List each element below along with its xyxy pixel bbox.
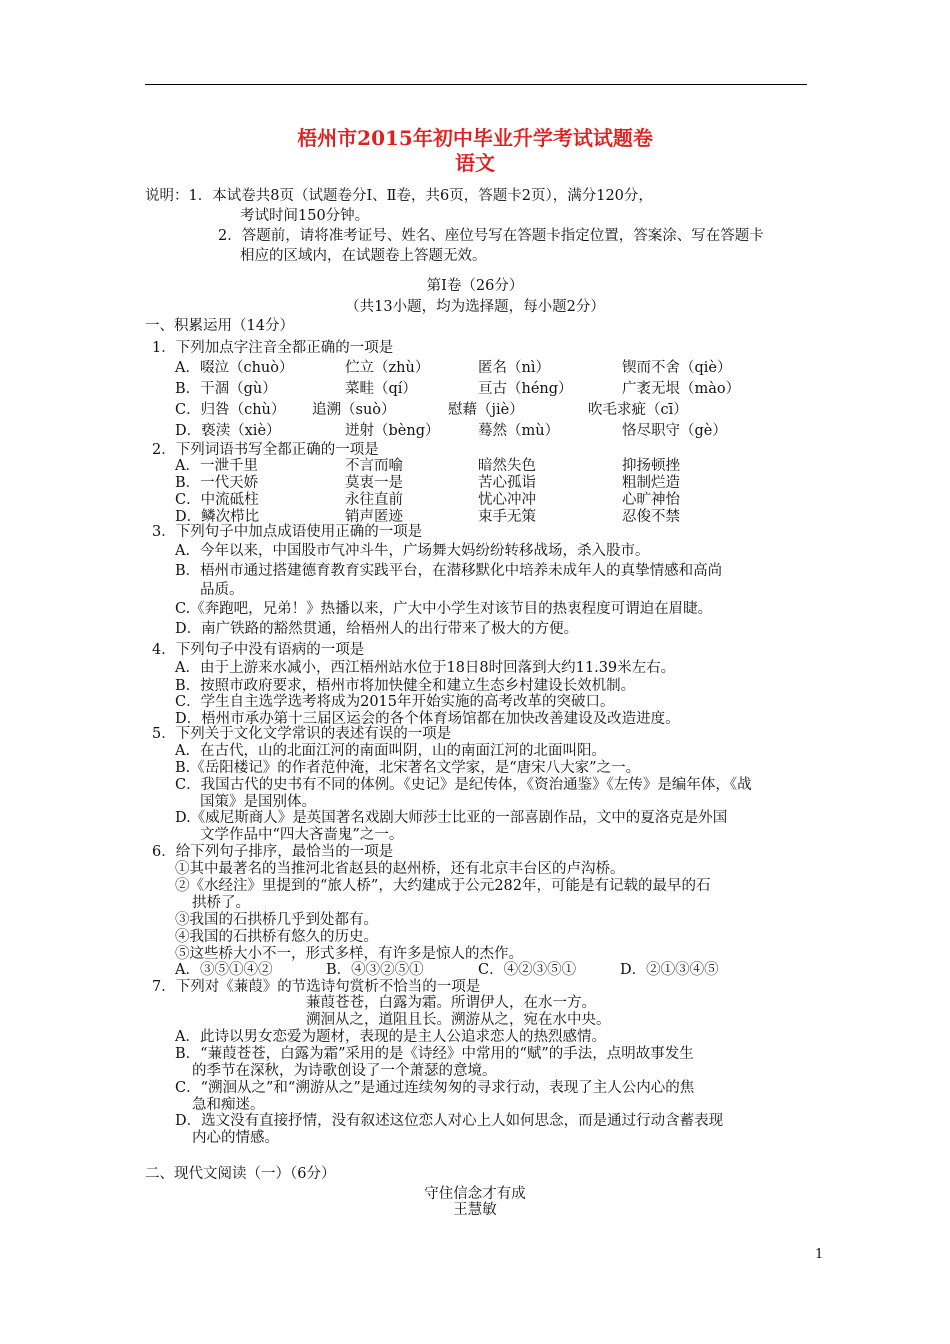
q1-option-cell: 迸射（bèng） — [345, 423, 440, 439]
q2-option-cell: 心旷神怡 — [622, 492, 680, 508]
q5-line: A．在古代，山的北面江河的南面叫阴，山的南面江河的北面叫阳。 — [175, 743, 606, 759]
q7-line: D．选文没有直接抒情，没有叙述这位恋人对心上人如何思念，而是通过行动含蓄表现 — [175, 1113, 724, 1129]
note-line-2: 考试时间150分钟。 — [240, 208, 370, 224]
q2-option-cell: 忍俊不禁 — [622, 509, 680, 525]
q1-option-cell: 蓦然（mù） — [478, 423, 560, 439]
q1-option-cell: 匿名（nì） — [478, 360, 550, 376]
q4-line: A．由于上游来水减小，西江梧州站水位于18日8时回落到大约11.39米左右。 — [175, 660, 676, 676]
note-line-3: 2．答题前，请将准考证号、姓名、座位号写在答题卡指定位置，答案涂、写在答题卡 — [218, 228, 764, 244]
q2-option-cell: 抑扬顿挫 — [622, 458, 680, 474]
section2-heading: 二、现代文阅读（一）（6分） — [145, 1166, 336, 1182]
note-line-4: 相应的区域内，在试题卷上答题无效。 — [240, 248, 487, 264]
q6-option: A．③⑤①④② — [175, 962, 273, 978]
exam-title: 梧州市2015年初中毕业升学考试试题卷 — [297, 126, 653, 150]
q2-stem: 2．下列词语书写全都正确的一项是 — [152, 442, 379, 458]
q7-line: 急和痴迷。 — [192, 1097, 265, 1113]
header-rule — [145, 84, 807, 85]
subject-title: 语文 — [455, 151, 495, 175]
q1-option-cell: 锲而不舍（qiè） — [622, 360, 732, 376]
q6-line: ⑤这些桥大小不一，形式多样，有许多是惊人的杰作。 — [175, 946, 523, 962]
q5-line: C．我国古代的史书有不同的体例。《史记》是纪传体，《资治通鉴》《左传》是编年体，《战 — [175, 777, 752, 793]
page-number: 1 — [815, 1247, 824, 1262]
q3-line: 品质。 — [200, 582, 244, 598]
q5-line: B.《岳阳楼记》的作者范仲淹，北宋著名文学家，是“唐宋八大家”之一。 — [175, 760, 641, 776]
q6-stem: 6．给下列句子排序，最恰当的一项是 — [152, 844, 394, 860]
q6-option: D．②①③④⑤ — [620, 962, 719, 978]
q1-option-cell: D．亵渎（xiè） — [175, 423, 281, 439]
q1-option-cell: B．干涸（gù） — [175, 381, 277, 397]
q1-option-cell: 广袤无垠（mào） — [622, 381, 741, 397]
article-author: 王慧敏 — [453, 1202, 497, 1218]
q1-option-cell: 吹毛求疵（cī） — [588, 402, 688, 418]
q4-line: C．学生自主选学选考将成为2015年开始实施的高考改革的突破口。 — [175, 694, 615, 710]
part1-subtitle: （共13小题，均为选择题，每小题2分） — [345, 299, 605, 315]
q2-option-cell: 不言而喻 — [345, 458, 403, 474]
section1-heading: 一、积累运用（14分） — [145, 318, 294, 334]
q2-option-cell: 粗制烂造 — [622, 475, 680, 491]
q6-option: B．④③②⑤① — [326, 962, 424, 978]
q5-line: 国策》是国别体。 — [200, 794, 316, 810]
q1-option-cell: 菜畦（qí） — [345, 381, 417, 397]
q2-option-cell: A．一泄千里 — [175, 458, 258, 474]
q7-line: 的季节在深秋，为诗歌创设了一个萧瑟的意境。 — [192, 1063, 497, 1079]
q2-option-cell: 永往直前 — [345, 492, 403, 508]
q6-line: ①其中最著名的当推河北省赵县的赵州桥，还有北京丰台区的卢沟桥。 — [175, 861, 625, 877]
q6-line: ④我国的石拱桥有悠久的历史。 — [175, 929, 378, 945]
q7-stem: 7．下列对《蒹葭》的节选诗句赏析不恰当的一项是 — [152, 979, 481, 995]
q1-option-cell: 恪尽职守（gè） — [622, 423, 727, 439]
q5-line: D.《威尼斯商人》是英国著名戏剧大师莎士比亚的一部喜剧作品，文中的夏洛克是外国 — [175, 810, 728, 826]
q1-option-cell: 亘古（héng） — [478, 381, 573, 397]
q6-line: 拱桥了。 — [192, 895, 250, 911]
q7-line: A．此诗以男女恋爱为题材，表现的是主人公追求恋人的热烈感情。 — [175, 1029, 606, 1045]
part1-title: 第Ⅰ卷（26分） — [426, 278, 524, 294]
q4-line: D．梧州市承办第十三届区运会的各个体育场馆都在加快改善建设及改造进度。 — [175, 711, 680, 727]
q6-option: C．④②③⑤① — [478, 962, 577, 978]
q7-poem-line: 蒹葭苍苍，白露为霜。所谓伊人，在水一方。 — [306, 995, 596, 1011]
q2-option-cell: C．中流砥柱 — [175, 492, 259, 508]
note-line-1: 说明：1．本试卷共8页（试题卷分Ⅰ、Ⅱ卷，共6页，答题卡2页），满分120分， — [145, 188, 653, 204]
q1-option-cell: A．啜泣（chuò） — [175, 360, 294, 376]
q5-stem: 5．下列关于文化文学常识的表述有误的一项是 — [152, 726, 452, 742]
q3-line: D．南广铁路的豁然贯通，给梧州人的出行带来了极大的方便。 — [175, 621, 579, 637]
q4-line: B．按照市政府要求，梧州市将加快健全和建立生态乡村建设长效机制。 — [175, 678, 636, 694]
q4-stem: 4．下列句子中没有语病的一项是 — [152, 642, 365, 658]
q6-line: ②《水经注》里提到的“旅人桥”，大约建成于公元282年，可能是有记载的最早的石 — [175, 878, 711, 894]
q7-line: B．“蒹葭苍苍，白露为霜”采用的是《诗经》中常用的“赋”的手法，点明故事发生 — [175, 1046, 694, 1062]
q7-poem-line: 溯洄从之，道阻且长。溯游从之，宛在水中央。 — [306, 1012, 611, 1028]
q2-option-cell: D．鳞次栉比 — [175, 509, 260, 525]
q1-option-cell: 慰藉（jiè） — [448, 402, 524, 418]
q2-option-cell: 忧心冲冲 — [478, 492, 536, 508]
q2-option-cell: 销声匿迹 — [345, 509, 403, 525]
q1-stem: 1．下列加点字注音全都正确的一项是 — [152, 340, 394, 356]
q2-option-cell: 束手无策 — [478, 509, 536, 525]
q1-option-cell: C．归咎（chù） — [175, 402, 286, 418]
q3-line: B．梧州市通过搭建德育教育实践平台，在潜移默化中培养未成年人的真挚情感和高尚 — [175, 563, 723, 579]
q6-line: ③我国的石拱桥几乎到处都有。 — [175, 912, 378, 928]
q7-line: 内心的情感。 — [192, 1130, 279, 1146]
q1-option-cell: 伫立（zhù） — [345, 360, 430, 376]
q2-option-cell: 暗然失色 — [478, 458, 536, 474]
q2-option-cell: B．一代天娇 — [175, 475, 259, 491]
q7-line: C．“溯洄从之”和“溯游从之”是通过连续匆匆的寻求行动，表现了主人公内心的焦 — [175, 1080, 695, 1096]
q2-option-cell: 苦心孤诣 — [478, 475, 536, 491]
q2-option-cell: 莫衷一是 — [345, 475, 403, 491]
q1-option-cell: 追溯（suò） — [312, 402, 396, 418]
article-title: 守住信念才有成 — [424, 1186, 526, 1202]
q3-line: C.《奔跑吧，兄弟！》热播以来，广大中小学生对该节目的热衷程度可谓迫在眉睫。 — [175, 601, 713, 617]
q3-stem: 3．下列句子中加点成语使用正确的一项是 — [152, 524, 423, 540]
q5-line: 文学作品中“四大吝啬鬼”之一。 — [200, 827, 404, 843]
q3-line: A．今年以来，中国股市气冲斗牛，广场舞大妈纷纷转移战场，杀入股市。 — [175, 543, 650, 559]
